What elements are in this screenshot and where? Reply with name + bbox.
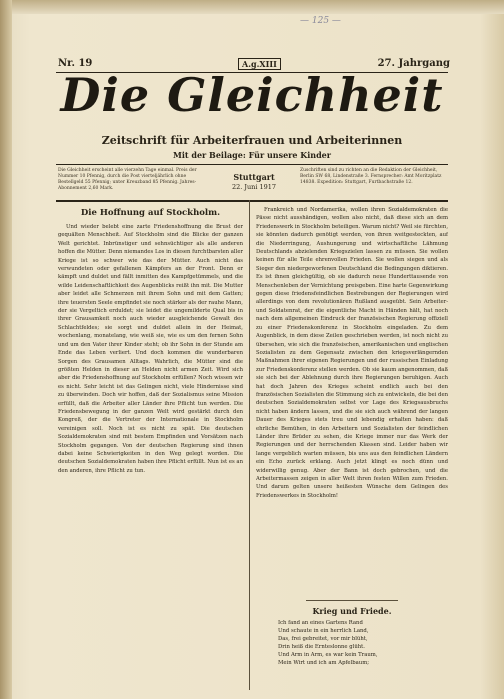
poem-line: Und schaute in ein herrlich Land,: [278, 628, 369, 634]
poem-line: Drin heiß die Ernteslonne glüht.: [278, 644, 365, 650]
article-text-left: Und wieder belebt eine zarte Friedenshoffnung die Brust der gequälten Menschheit. Auf Stockholm sind die Blicke der ganzen Welt gerichtet. Inbrünstiger und sehnsüchtiger als alle anderen hoffen die Mütter. Denn niemandes Los in diesen furchtbarsten aller Kriege ist so schwer wie das der Mütter. Auch nicht das verwundeten oder gefallenen Kämpfers an der Front. Denn er kämpft und duldet und fällt inmitten des Kampfgetümmels, und die wilde Leidenschaftlichkeit des Augenblicks reißt ihn mit. Die Mutter aber leidet alle Schmerzen mit ihrem Sohn und mit dem Gatten; ihre teuersten Seele empfindet sie noch stärker als der rauhe Mann, der sie Vergeltich erduldet; sie leidet die ungemilderte Qual bis in ihrer Grausamkeit noch auch wieder ausgleichende Gewalt des Schlachtfeldes; sie sorgt und duldet allein in der Heimat, wochenlang, monatelang, wie weiß sie, wie es um den fernen Sohn und um den Vater ihrer Kinder steht; ob ihr Sohn in der Stunde am Ende das Leben verliert. Und doch kommen die wunderbaren Sorgen des Grausamen Alltags. Wahrlich, die Mütter sind die größten Helden in dieser an Helden nicht armen Zeit. Wird sich aber die Friedenshoffnung auf Stockholm erfüllen? Noch wissen wir es nicht. Sehr leicht ist das Gelingen nicht, viele Hindernisse sind zu überwinden. Doch wir hoffen, daß der Sozialismus seine Mission erfüllt, daß die Arbeiter aller Länder ihre Pflicht tun werden. Die Friedensbewegung in der ganzen Welt wird gestärkt durch den Kongreß, der die Vertreter der Internationale in Stockholm vereinigen soll. Noch ist es nicht zu spät. Die deutschen Sozialdemokraten sind mit bestem Empfinden und Vorsätzen nach Stockholm gegangen. Von der deutschen Regierung sind ihnen dabei keine Schwierigkeiten in den Weg gelegt worden. Die deutschen Sozialdemokraten haben ihre Pflicht erfüllt. Nun ist es an den anderen, ihre Pflicht zu tun.: [58, 224, 243, 474]
article-title: Die Hoffnung auf Stockholm.: [80, 208, 221, 218]
masthead-subtitle: Zeitschrift für Arbeiterfrauen und Arbeiterinnen: [101, 134, 403, 147]
masthead-title: Die Gleichheit: [60, 68, 444, 122]
poem-line: Ich fand an eines Gartens Rand: [278, 620, 363, 626]
publication-place: Stuttgart: [233, 172, 275, 182]
supplement-line: Mit der Beilage: Für unsere Kinder: [173, 150, 331, 160]
subscription-info: Die Gleichheit erscheint alle vierzehn Tage einmal. Preis der Nummer 10 Pfennig, durch die Post vierteljährlich ohne Bestellgeld 55 Pfennig; unter Kreuzband 85 Pfennig. Jahres-Abonnement 2,60 Mark.: [58, 168, 197, 191]
poem-separator: [306, 600, 398, 601]
article-column-left: [58, 206, 243, 686]
issue-number: Nr. 19: [58, 58, 93, 69]
header-rule-mid: [56, 164, 448, 165]
poem-line: Mein Wirt und ich am Apfelbaum;: [278, 660, 370, 666]
volume-year: 27. Jahrgang: [377, 58, 450, 69]
poem-title: Krieg und Friede.: [312, 606, 392, 616]
poem-body: [256, 619, 448, 667]
poem-line: Das, frei gebreitet, vor mir blüht,: [278, 636, 368, 642]
paper-binding-edge: [0, 0, 12, 699]
editorial-contact: Zuschriften sind zu richten an die Redaktion der Gleichheit, Berlin SW 68, Lindenstraße 3. Fernsprecher: Amt Moritzplatz 14838. Expedition: Stuttgart, Furtbachstraße 12.: [300, 168, 442, 185]
column-divider: [249, 200, 250, 690]
pencil-note: — 125 —: [300, 16, 341, 26]
edition-box: A.g.XIII: [238, 58, 281, 70]
article-column-right: [256, 206, 448, 686]
paper-top-edge: [0, 0, 504, 14]
article-text-right: Frankreich und Nordamerika, wollen ihren Sozialdemokraten die Pässe nicht ausshändigen, wollen also nicht, daß diese sich an dem Friedenswerk in Stockholm beteiligen. Warum nicht? Weil sie fürchten, sie könnten dadurch genötigt werden, von ihren weitgesteckten, auf die Niederringung, Aushungerung und wirtschaftliche Lähmung Deutschlands abzielenden Kriegszielen lassen zu müssen. Sie wollen keinen für alle Teile ehrenvollen Frieden. Sie wollen siegen und als Sieger den niedergeworfenen Deutschland die Bedingungen diktieren. Es ist ihnen gleichgültig, ob sie dadurch neue Hunderttausende von Menschenleben der Vernichtung preisgeben. Eine harte Gegenwirkung gegen diese friedensfeindlichen Bestrebungen der Regierungen wird allerdings von dem revolutionären Rußland ausgeübt. Sein Arbeiter- und Soldatenrat, der die eigentliche Macht in Händen hält, hat noch nach dem allgemeinen Eindruck der französischen Regierung offiziell zu einer Friedenskonferenz in Stockholm eingeladen. Zu dem Augenblick, in dem diese Zeilen geschrieben werden, ist noch nicht zu übersehen, wie sich die französischen, amerikanischen und englischen Sozialisten zu dem Gegensatz zwischen den kriegsverlängernden Maßnahmen ihrer eigenen Regierungen und der russischen Einladung zur Friedenskonferenz stellen werden. Ob sie kaum angenommen, daß sie sich bei der Ablehnung durch ihre Regierungen beruhigen. Auch hat doch Jahren des Krieges scheint endlich auch bei den französischen Sozialisten die Stimmung sich zu entwickeln, die bei den deutschen Sozialdemokraten selbst vor Lage des Kriegsausbruchs nicht haben ändern lassen, und die sie sich auch während der langen Dauer des Krieges stets treu und lebendig erhalten haben: daß ehrliche Bemühen, in den Arbeitern und Sozialisten der feindlichen Länder ihre Brüder zu sehen, die Kriege immer nur das Werk der Regierungen und der herrschenden Klassen sind. Leider haben wir lange vergeblich warten müssen, bis uns aus den feindlichen Ländern ein Echo zurück erklang. Auch jetzt klingt es noch dünn und widerwillig genug. Aber der Bann ist doch gebrochen, und die Arbeitermassen zeigen in aller Welt ihren festen Willen zum Frieden. Und darum gelten unsere heißesten Wünsche dem Gelingen des Friedenswerkes in Stockholm!: [256, 207, 448, 499]
publication-date: 22. Juni 1917: [231, 183, 277, 191]
poem-line: Und Arm in Arm, es war kein Traum,: [278, 652, 378, 658]
header-rule-bottom: [56, 200, 448, 202]
